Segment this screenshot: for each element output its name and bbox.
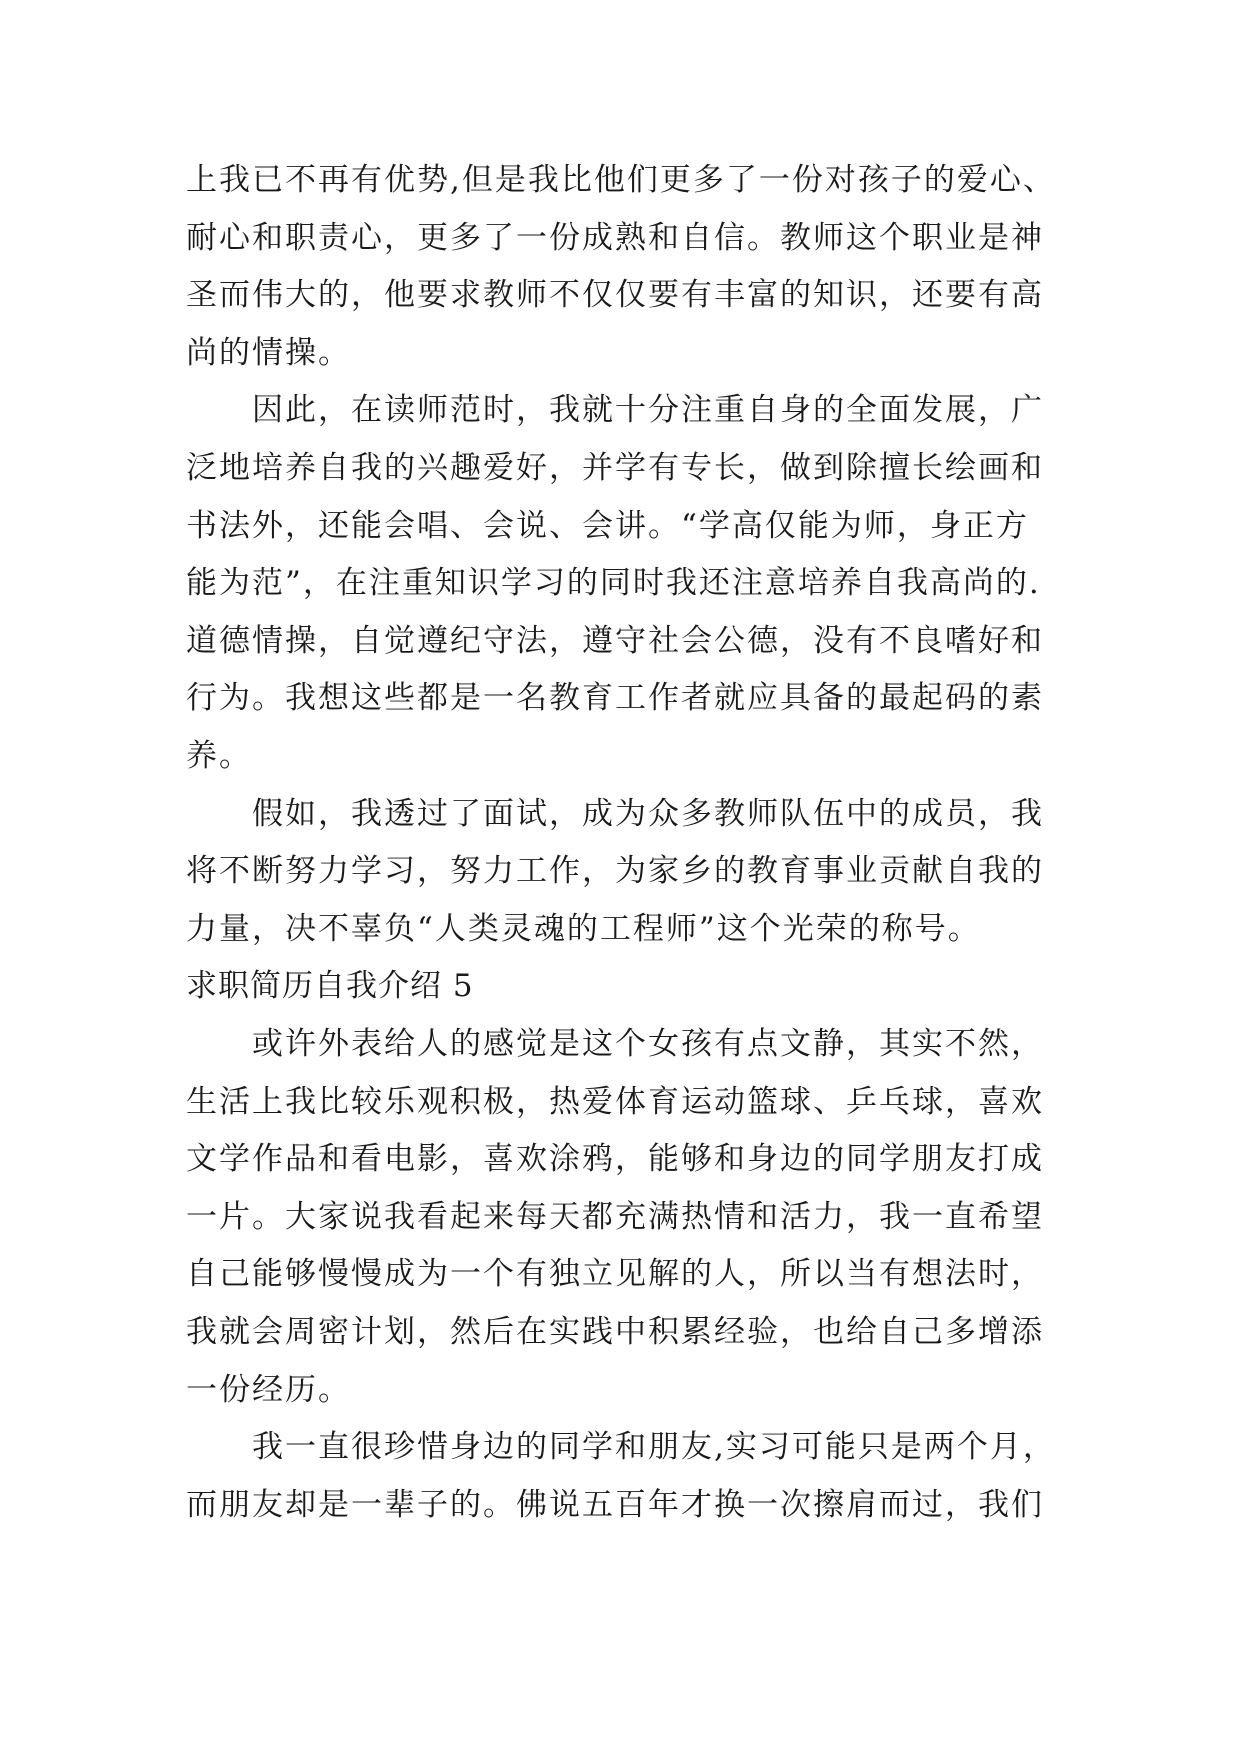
text-line: 泛地培养自我的兴趣爱好，并学有专长，做到除擅长绘画和 [186,450,1044,486]
text-line: 将不断努力学习，努力工作，为家乡的教育事业贡献自我的 [186,853,1044,889]
text-line: 或许外表给人的感觉是这个女孩有点文静，其实不然， [252,1026,1044,1062]
text-line: 上我已不再有优势,但是我比他们更多了一份对孩子的爱心、 [186,162,1056,198]
text-line: 而朋友却是一辈子的。佛说五百年才换一次擦肩而过，我们 [186,1487,1044,1523]
text-line: 行为。我想这些都是一名教育工作者就应具备的最起码的素 [186,680,1044,716]
text-line: 假如，我透过了面试，成为众多教师队伍中的成员，我 [252,796,1044,832]
text-line: 我一直很珍惜身边的同学和朋友,实习可能只是两个月， [252,1429,1056,1465]
text-line: 自己能够慢慢成为一个有独立见解的人，所以当有想法时， [186,1256,1044,1292]
text-line: 圣而伟大的，他要求教师不仅仅要有丰富的知识，还要有高 [186,277,1044,313]
text-line: 生活上我比较乐观积极，热爱体育运动篮球、乒乓球，喜欢 [186,1084,1044,1120]
text-line: 能为范”，在注重知识学习的同时我还注意培养自我高尚的. [186,565,1041,601]
text-line: 因此，在读师范时，我就十分注重自身的全面发展，广 [252,392,1044,428]
section-heading: 求职简历自我介绍 5 [186,968,474,1004]
text-line: 道德情操，自觉遵纪守法，遵守社会公德，没有不良嗜好和 [186,623,1044,659]
text-line: 一片。大家说我看起来每天都充满热情和活力，我一直希望 [186,1199,1044,1235]
text-line: 耐心和职责心，更多了一份成熟和自信。教师这个职业是神 [186,220,1044,256]
text-line: 书法外，还能会唱、会说、会讲。“学高仅能为师，身正方 [186,508,1029,544]
text-line: 一份经历。 [186,1372,351,1408]
text-line: 力量，决不辜负“人类灵魂的工程师”这个光荣的称号。 [186,911,981,947]
text-line: 文学作品和看电影，喜欢涂鸦，能够和身边的同学朋友打成 [186,1141,1044,1177]
text-line: 我就会周密计划，然后在实践中积累经验，也给自己多增添 [186,1314,1044,1350]
text-line: 尚的情操。 [186,335,351,371]
text-line: 养。 [186,738,252,774]
